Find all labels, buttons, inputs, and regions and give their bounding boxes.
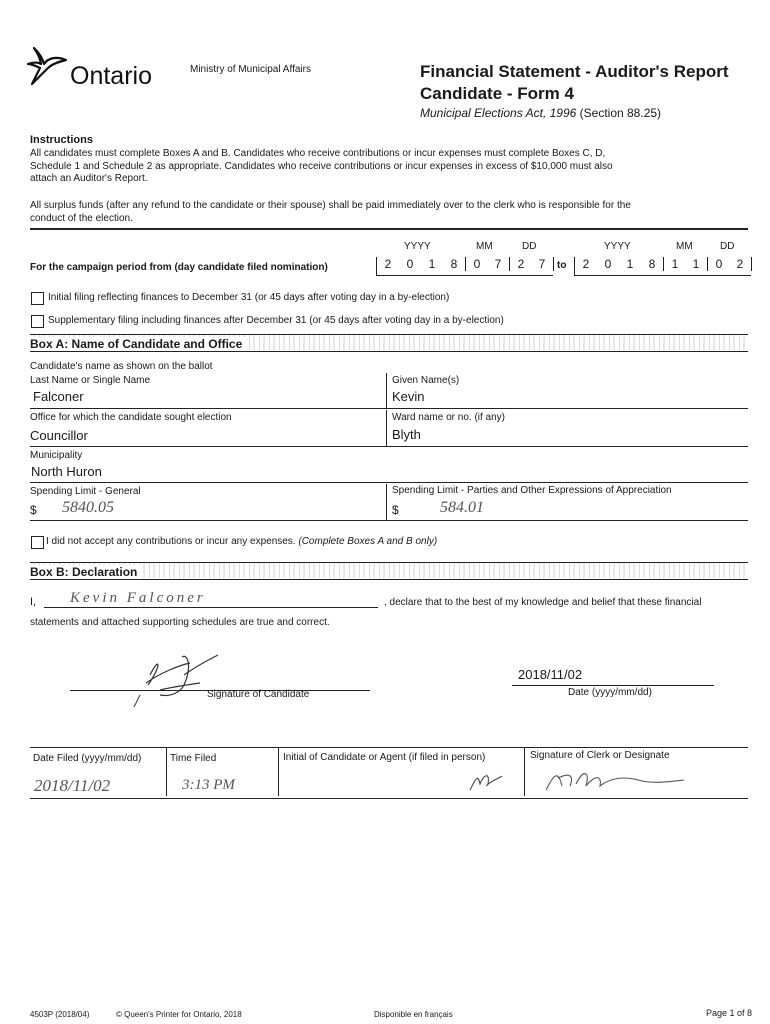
instructions-heading: Instructions [30, 134, 93, 146]
box-b-title: Box B: Declaration [30, 565, 140, 579]
to-date-field[interactable] [574, 257, 751, 276]
spending-general-label: Spending Limit - General [30, 486, 141, 497]
given-names-value[interactable]: Kevin [392, 389, 425, 404]
campaign-period-label: For the campaign period from (day candidate filed nomination) [30, 262, 328, 273]
initial-agent-label: Initial of Candidate or Agent (if filed in person) [283, 752, 486, 763]
time-filed-label: Time Filed [170, 753, 217, 764]
from-digit: 7 [494, 257, 502, 271]
to-digit: 2 [582, 257, 590, 271]
footer-french: Disponible en français [374, 1010, 453, 1019]
footer-form-number: 4503P (2018/04) [30, 1010, 90, 1019]
initial-filing-label: Initial filing reflecting finances to December 31 (or 45 days after voting day in a by-election) [48, 292, 450, 303]
instructions-para1-line1: All candidates must complete Boxes A and B. Candidates who receive contributions or incur expenses must complete Boxes C, D, [30, 148, 606, 159]
declaration-text-line2: statements and attached supporting schedules are true and correct. [30, 617, 330, 628]
to-digit: 8 [648, 257, 656, 271]
act-reference [420, 106, 661, 120]
from-digit: 2 [509, 257, 532, 271]
to-digit: 1 [663, 257, 686, 271]
logo-wordmark: Ontario [70, 62, 152, 90]
spending-parties-label: Spending Limit - Parties and Other Expressions of Appreciation [392, 485, 672, 496]
signature-label: Signature of Candidate [207, 689, 310, 700]
declaration-text: , declare that to the best of my knowledge and belief that these financial [384, 597, 702, 608]
last-name-value[interactable]: Falconer [33, 389, 84, 404]
box-a-header [30, 334, 748, 350]
municipality-value[interactable]: North Huron [31, 464, 102, 479]
to-digit: 1 [692, 257, 700, 271]
agent-initial-signature[interactable] [466, 768, 506, 796]
declarant-name[interactable]: Kevin Falconer [70, 590, 206, 606]
instructions-para2-line1: All surplus funds (after any refund to the candidate or their spouse) shall be paid immediately over to the clerk who is responsible for the [30, 200, 631, 211]
office-label: Office for which the candidate sought election [30, 412, 232, 423]
no-contributions-label: I did not accept any contributions or incur any expenses. [46, 536, 296, 547]
spending-general-dollar: $ [30, 503, 37, 517]
form-title-line2: Candidate - Form 4 [420, 84, 574, 103]
time-filed-value[interactable]: 3:13 PM [182, 777, 235, 793]
from-digit: 0 [465, 257, 488, 271]
clerk-signature[interactable] [540, 764, 690, 796]
ballot-name-label: Candidate's name as shown on the ballot [30, 361, 213, 372]
office-value[interactable]: Councillor [30, 428, 88, 443]
footer-copyright: © Queen's Printer for Ontario, 2018 [116, 1010, 242, 1019]
from-dd-header: DD [522, 241, 537, 252]
no-contributions-note: (Complete Boxes A and B only) [298, 536, 438, 547]
box-b-header [30, 562, 748, 578]
declaration-date-label: Date (yyyy/mm/dd) [568, 687, 652, 698]
instructions-para1-line3: attach an Auditor's Report. [30, 173, 148, 184]
initial-filing-checkbox[interactable] [31, 292, 44, 305]
no-contributions-checkbox[interactable] [31, 536, 44, 549]
from-date-field[interactable] [376, 257, 553, 276]
to-digit: 1 [626, 257, 634, 271]
from-yyyy-header: YYYY [404, 241, 431, 252]
from-digit: 8 [450, 257, 458, 271]
from-digit: 2 [384, 257, 392, 271]
to-yyyy-header: YYYY [604, 241, 631, 252]
declaration-i: I, [30, 596, 37, 608]
to-dd-header: DD [720, 241, 735, 252]
trillium-icon [26, 44, 70, 90]
act-name: Municipal Elections Act, 1996 [420, 106, 577, 120]
footer-page-number: Page 1 of 8 [706, 1008, 753, 1018]
from-digit: 0 [406, 257, 414, 271]
ontario-logo [26, 44, 176, 94]
to-digit: 0 [707, 257, 730, 271]
spending-parties-value[interactable]: 584.01 [440, 499, 484, 516]
from-digit: 1 [428, 257, 436, 271]
supplementary-filing-checkbox[interactable] [31, 315, 44, 328]
last-name-label: Last Name or Single Name [30, 375, 151, 386]
to-mm-header: MM [676, 241, 693, 252]
clerk-signature-label: Signature of Clerk or Designate [530, 750, 670, 761]
act-section: (Section 88.25) [579, 106, 662, 120]
given-names-label: Given Name(s) [392, 375, 460, 386]
to-digit: 2 [729, 257, 752, 271]
instructions-para2-line2: conduct of the election. [30, 212, 133, 224]
declaration-date-value[interactable]: 2018/11/02 [518, 667, 583, 682]
from-digit: 7 [531, 257, 554, 271]
ministry-name: Ministry of Municipal Affairs [190, 64, 311, 75]
date-filed-value[interactable]: 2018/11/02 [34, 776, 111, 795]
date-filed-label: Date Filed (yyyy/mm/dd) [33, 753, 142, 764]
instructions-para2 [30, 200, 631, 225]
municipality-label: Municipality [30, 450, 83, 461]
to-digit: 0 [604, 257, 612, 271]
instructions-para1-line2: Schedule 1 and Schedule 2 as appropriate. Candidates who receive contributions or incur expenses in excess of $10,000 must also [30, 160, 613, 172]
form-title-line1: Financial Statement - Auditor's Report [420, 62, 729, 81]
to-label: to [557, 260, 567, 271]
spending-parties-dollar: $ [392, 503, 399, 517]
box-a-title: Box A: Name of Candidate and Office [30, 337, 245, 351]
no-contributions-text [46, 536, 437, 547]
supplementary-filing-label: Supplementary filing including finances after December 31 (or 45 days after voting day in a by-election) [48, 315, 504, 326]
spending-general-value[interactable]: 5840.05 [62, 499, 114, 516]
instructions-para1 [30, 148, 613, 186]
from-mm-header: MM [476, 241, 493, 252]
ward-value[interactable]: Blyth [392, 427, 421, 442]
ward-label: Ward name or no. (if any) [392, 412, 506, 423]
